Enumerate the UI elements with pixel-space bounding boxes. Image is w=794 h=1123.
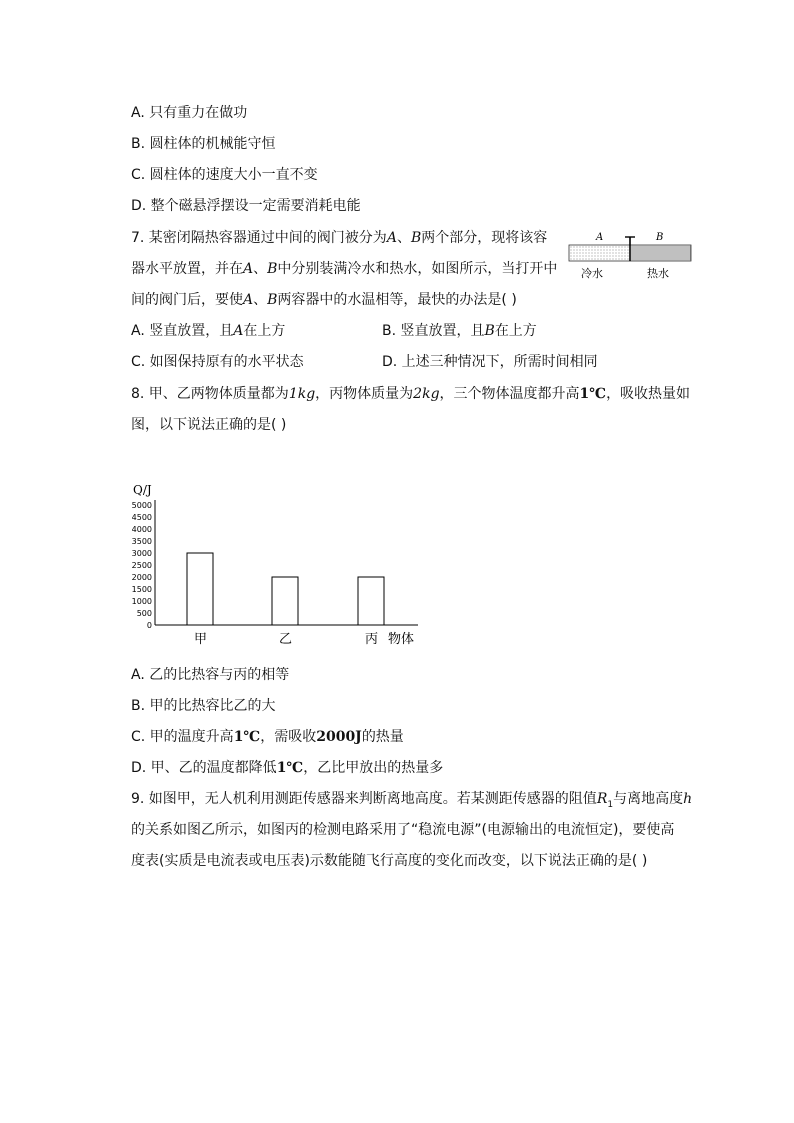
q7-stem-line3: 间的阀门后，要使A、B两容器中的水温相等，最快的办法是( ) [131, 292, 517, 308]
y-axis-label: Q/J [133, 483, 152, 497]
hot-chamber [630, 245, 691, 261]
x-category-group [194, 632, 378, 647]
y-tick-label: 500 [136, 609, 152, 618]
q6-option-c: C. 圆柱体的速度大小一直不变 [131, 167, 318, 183]
y-tick-label: 4000 [131, 525, 152, 534]
x-category-label: 丙 [365, 632, 379, 647]
bar-chart-svg [118, 480, 438, 650]
q7-stem-line2: 器水平放置，并在A、B中分别装满冷水和热水，如图所示，当打开中 [131, 261, 558, 277]
q8-stem-line1: 8. 甲、乙两物体质量都为1kg，丙物体质量为2kg，三个物体温度都升高1℃，吸收热量如 [131, 386, 691, 402]
y-tick-label: 5000 [131, 501, 152, 510]
q6-option-b: B. 圆柱体的机械能守恒 [131, 136, 276, 152]
q6-option-a: A. 只有重力在做功 [131, 105, 248, 121]
container-diagram [567, 228, 695, 284]
q8-option-b: B. 甲的比热容比乙的大 [131, 698, 276, 714]
cold-water-label: 冷水 [581, 267, 603, 280]
q8-stem-line2: 图，以下说法正确的是( ) [131, 417, 287, 433]
y-tick-label: 3500 [131, 537, 152, 546]
q7-stem-line1: 7. 某密闭隔热容器通过中间的阀门被分为A、B两个部分，现将该容 [131, 230, 548, 246]
y-tick-label: 0 [146, 621, 152, 630]
label-a: A [596, 232, 604, 243]
q8-option-c: C. 甲的温度升高1℃，需吸收2000J的热量 [131, 729, 404, 745]
y-tick-label: 1500 [131, 585, 152, 594]
q6-option-d: D. 整个磁悬浮摆设一定需要消耗电能 [131, 198, 361, 214]
q7-option-c: C. 如图保持原有的水平状态 [131, 354, 304, 370]
x-axis-label: 物体 [388, 632, 415, 647]
bar [358, 577, 384, 625]
q8-option-a: A. 乙的比热容与丙的相等 [131, 667, 290, 683]
bar [272, 577, 298, 625]
y-tick-label: 1000 [131, 597, 152, 606]
x-category-label: 甲 [194, 632, 208, 647]
q7-container-figure [567, 228, 695, 284]
label-b: B [656, 232, 664, 243]
cold-chamber [569, 245, 630, 261]
q9-stem-line2: 的关系如图乙所示，如图丙的检测电路采用了“稳流电源”(电源输出的电流恒定)，要使高 [131, 822, 675, 838]
y-tick-label: 2000 [131, 573, 152, 582]
bar [187, 553, 213, 625]
y-tick-label: 4500 [131, 513, 152, 522]
q7-option-d: D. 上述三种情况下，所需时间相同 [382, 354, 598, 370]
y-tick-label: 3000 [131, 549, 152, 558]
q8-option-d: D. 甲、乙的温度都降低1℃，乙比甲放出的热量多 [131, 760, 444, 776]
y-tick-group [132, 501, 152, 630]
y-tick-label: 2500 [131, 561, 152, 570]
q7-option-b: B. 竖直放置，且B在上方 [382, 323, 537, 339]
q9-stem-line3: 度表(实质是电流表或电压表)示数能随飞行高度的变化而改变，以下说法正确的是( ) [131, 853, 648, 869]
q9-stem-line1: 9. 如图甲，无人机利用测距传感器来判断离地高度。若某测距传感器的阻值$R_1$与离地高度h [131, 791, 693, 810]
q7-option-a: A. 竖直放置，且A在上方 [131, 323, 286, 339]
hot-water-label: 热水 [647, 267, 669, 280]
x-category-label: 乙 [279, 632, 293, 647]
bar-group [187, 553, 384, 625]
q8-heat-chart [118, 480, 438, 650]
